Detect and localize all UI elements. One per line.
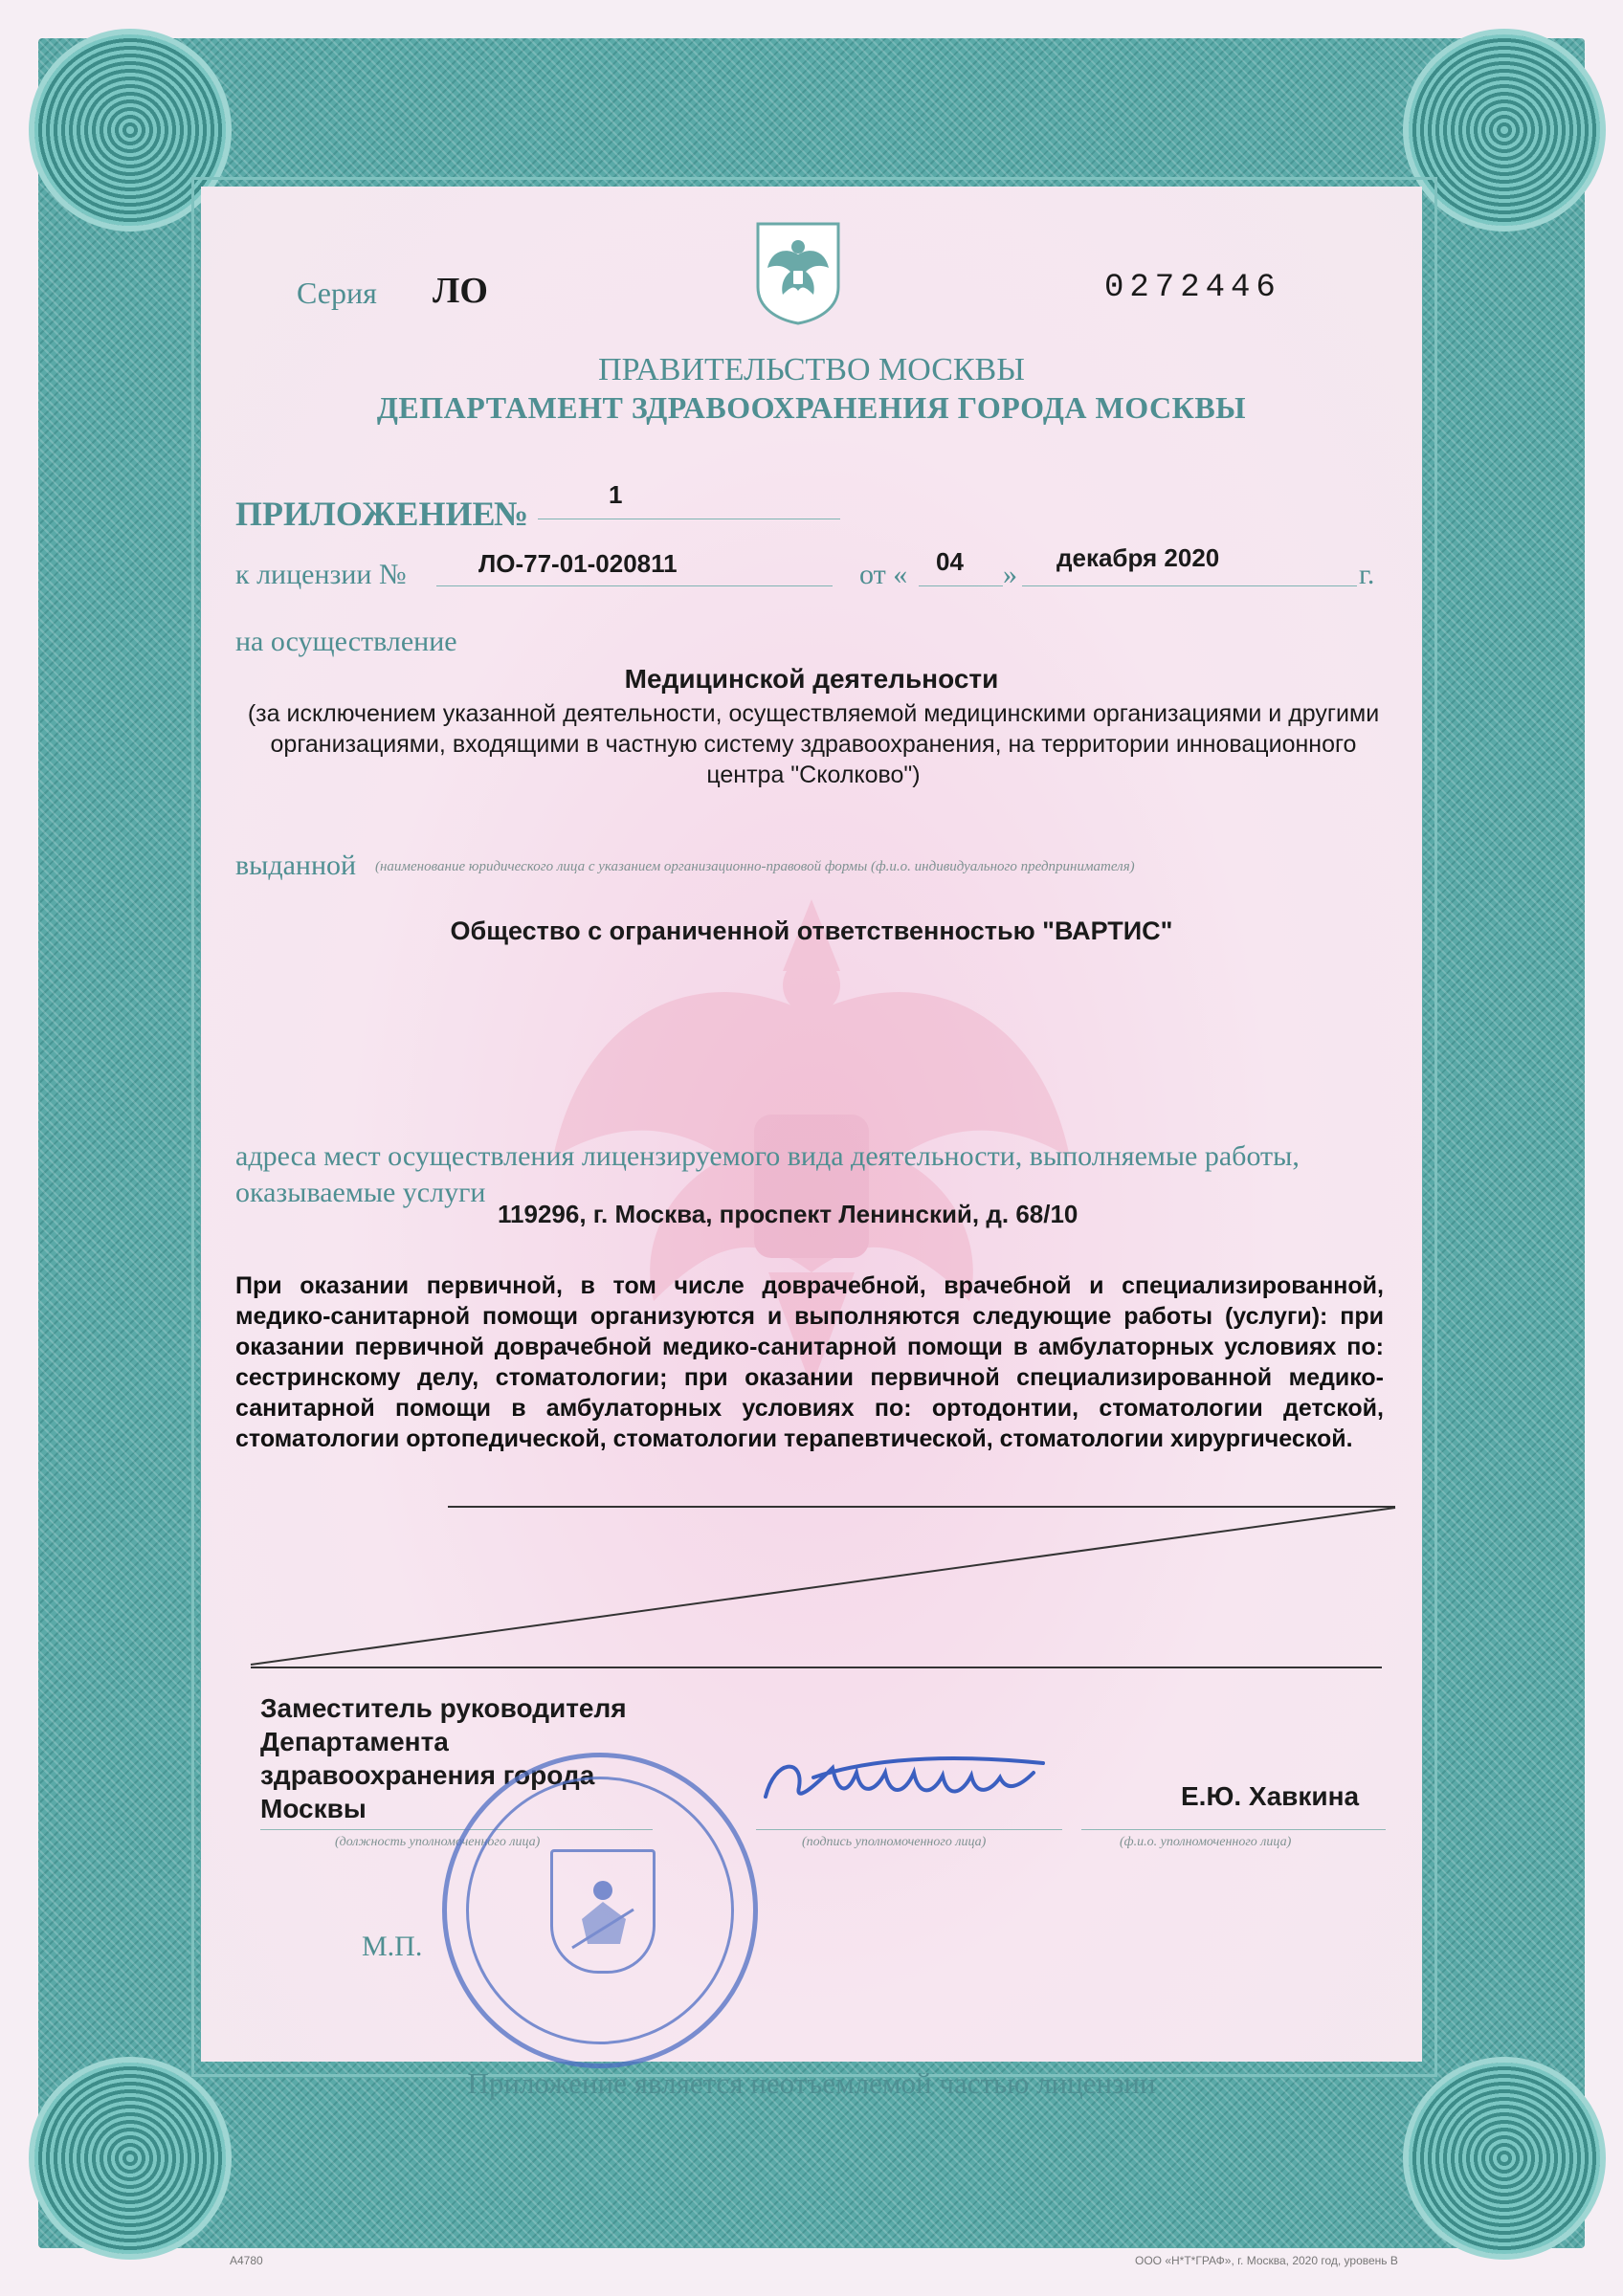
address-value: 119296, г. Москва, проспект Ленинский, д. 68/10: [498, 1200, 1078, 1228]
z-strike-line: [249, 1506, 1397, 1668]
issued-hint: (наименование юридического лица с указанием организационно-правовой формы (ф.и.о. индивидуального предпринимателя): [375, 859, 1135, 874]
corner-rosette-bottom-right: [1403, 2057, 1606, 2260]
issued-label: выданной: [235, 850, 357, 881]
signer-name: Е.Ю. Хавкина: [1181, 1781, 1360, 1811]
annex-number-field: [538, 480, 840, 519]
issued-organization: Общество с ограниченной ответственностью "ВАРТИС": [450, 916, 1173, 945]
license-month-year-value: декабря 2020: [1056, 543, 1220, 572]
name-underline: [1081, 1829, 1386, 1830]
series-label: Серия: [297, 276, 377, 310]
signature-hint: (подпись уполномоченного лица): [802, 1835, 987, 1849]
license-number-value: ЛО-77-01-020811: [478, 549, 678, 578]
signer-position-line1: Заместитель руководителя: [260, 1693, 627, 1723]
state-emblem-icon: [752, 220, 844, 325]
position-hint: (должность уполномоченного лица): [335, 1835, 541, 1849]
annex-number-sign: №: [494, 495, 529, 533]
activity-label: на осуществление: [235, 626, 457, 657]
annex-label: ПРИЛОЖЕНИЕ: [235, 495, 496, 533]
printer-info: ООО «Н*Т*ГРАФ», г. Москва, 2020 год, уровень В: [1135, 2254, 1398, 2267]
seal-place-label: М.П.: [362, 1931, 423, 1962]
license-day-value: 04: [936, 547, 964, 576]
license-number-field: [436, 543, 833, 586]
z-bottom-line: [251, 1667, 1382, 1668]
activity-description: (за исключением указанной деятельности, осуществляемой медицинскими организациями и другими организациями, входящими в частную систему здравоохранения, на территории инновационного центра "Сколково"): [247, 700, 1380, 788]
footer-note: Приложение является неотъемлемой частью лицензии: [467, 2066, 1156, 2100]
license-prefix: к лицензии №: [235, 559, 407, 590]
address-label-line2: оказываемые услуги: [235, 1177, 486, 1208]
signer-position-line2: Департамента: [260, 1727, 449, 1756]
license-month-year-field: [1022, 543, 1357, 586]
signer-position-line4: Москвы: [260, 1794, 367, 1823]
license-date-from-label: от «: [859, 559, 908, 590]
form-code: А4780: [230, 2254, 263, 2267]
license-year-suffix: г.: [1359, 559, 1375, 590]
services-text: При оказании первичной, в том числе доврачебной, врачебной и специализированной, медико-санитарной помощи организуются и выполняются следующие работы (услуги): при оказании первичной доврачебной медико-санитарной помощи в амбулаторных условиях по: сестринскому делу, стоматологии; при оказании первичной специализированной медико-санитарной помощи в амбулаторных условиях по: ортодонтии, стоматологии детской, стоматологии ортопедической, стоматологии терапевтической, стоматологии хирургической.: [235, 1272, 1384, 1452]
series-value: ЛО: [433, 271, 488, 311]
government-title: ПРАВИТЕЛЬСТВО МОСКВЫ: [598, 352, 1025, 387]
name-hint: (ф.и.о. уполномоченного лица): [1120, 1835, 1292, 1849]
department-title: ДЕПАРТАМЕНТ ЗДРАВООХРАНЕНИЯ ГОРОДА МОСКВЫ: [376, 390, 1247, 425]
activity-title: Медицинской деятельности: [624, 664, 999, 694]
signature-underline: [756, 1829, 1062, 1830]
corner-rosette-bottom-left: [29, 2057, 232, 2260]
annex-number-value: 1: [609, 480, 623, 509]
license-day-close-quote: »: [1003, 559, 1017, 590]
handwritten-signature: [756, 1739, 1091, 1825]
license-day-field: [919, 543, 1003, 586]
stamp-moscow-arms-icon: [550, 1849, 656, 1974]
official-stamp: [442, 1753, 758, 2068]
form-number: 0272446: [1104, 270, 1281, 306]
signer-position-line3: здравоохранения города: [260, 1760, 595, 1790]
address-label-line1: адреса мест осуществления лицензируемого вида деятельности, выполняемые работы,: [235, 1140, 1300, 1172]
